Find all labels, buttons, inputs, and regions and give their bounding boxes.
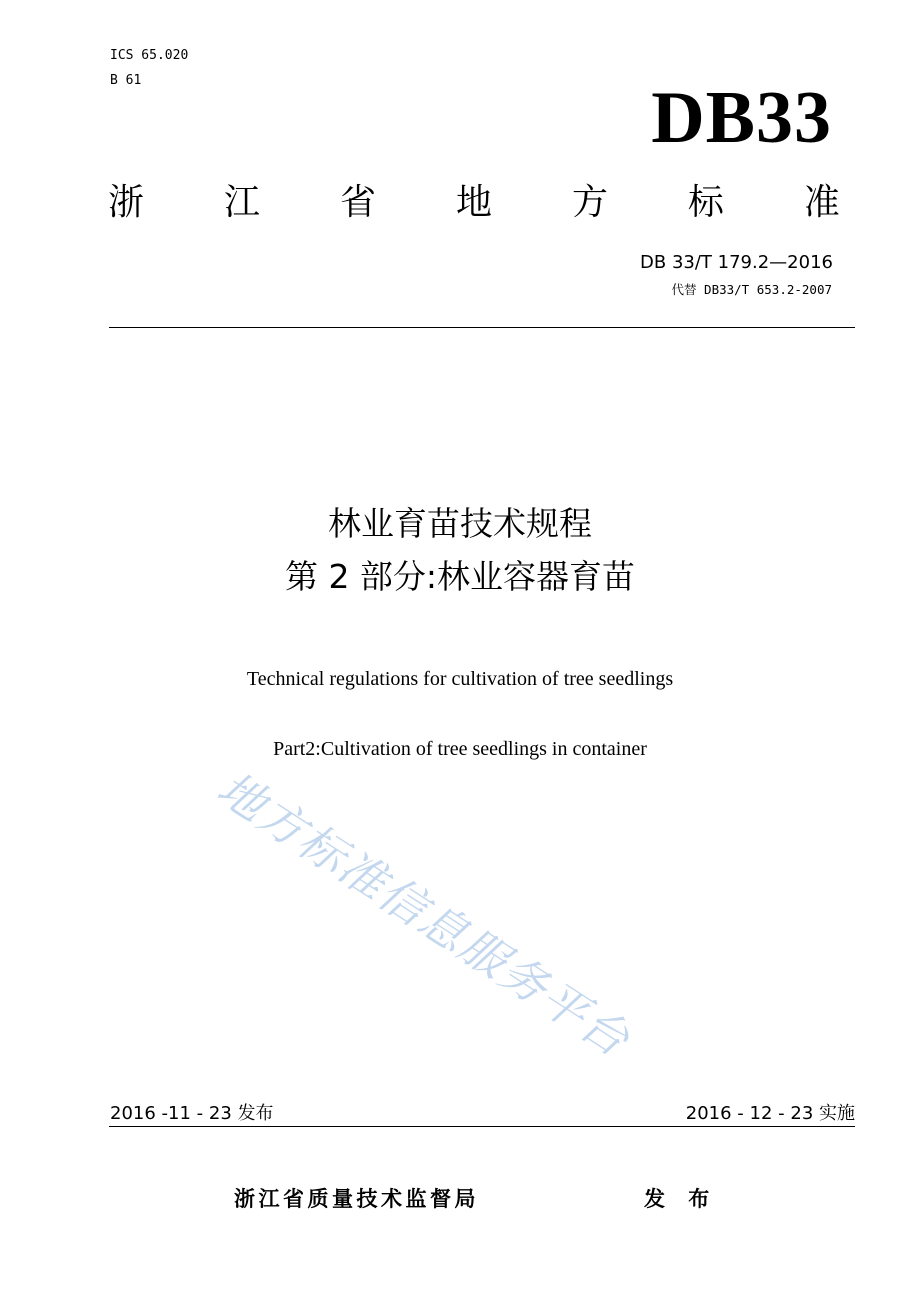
header-char: 江 <box>223 182 260 223</box>
replaces-note: 代替 DB33/T 653.2-2007 <box>671 282 832 297</box>
implement-date: 2016 - 12 - 23 实施 <box>685 1103 855 1124</box>
header-char: 方 <box>571 182 608 223</box>
header-char: 准 <box>803 182 840 223</box>
document-title: 林业育苗技术规程 <box>328 504 592 543</box>
english-subtitle: Part2:Cultivation of tree seedlings in container <box>273 738 647 760</box>
header-char: 标 <box>687 182 724 223</box>
watermark: 地方标准信息服务平台 <box>208 760 641 1068</box>
bottom-divider <box>109 1126 855 1127</box>
ics-code: ICS 65.020 <box>110 48 189 63</box>
header-char: 地 <box>455 182 492 223</box>
header-char: 浙 <box>108 182 145 223</box>
standard-number: DB 33/T 179.2—2016 <box>640 252 833 273</box>
header-char: 省 <box>339 182 376 223</box>
top-divider <box>109 327 855 328</box>
issuing-authority: 浙江省质量技术监督局 <box>234 1187 479 1211</box>
english-title: Technical regulations for cultivation of tree seedlings <box>246 668 674 690</box>
header-title <box>108 178 840 228</box>
issue-label: 发 布 <box>644 1187 718 1211</box>
publish-date: 2016 -11 - 23 发布 <box>110 1103 274 1124</box>
ccs-code: B 61 <box>110 73 142 88</box>
standard-code-logo: DB33 <box>651 77 832 159</box>
document-subtitle: 第 2 部分:林业容器育苗 <box>284 557 636 596</box>
